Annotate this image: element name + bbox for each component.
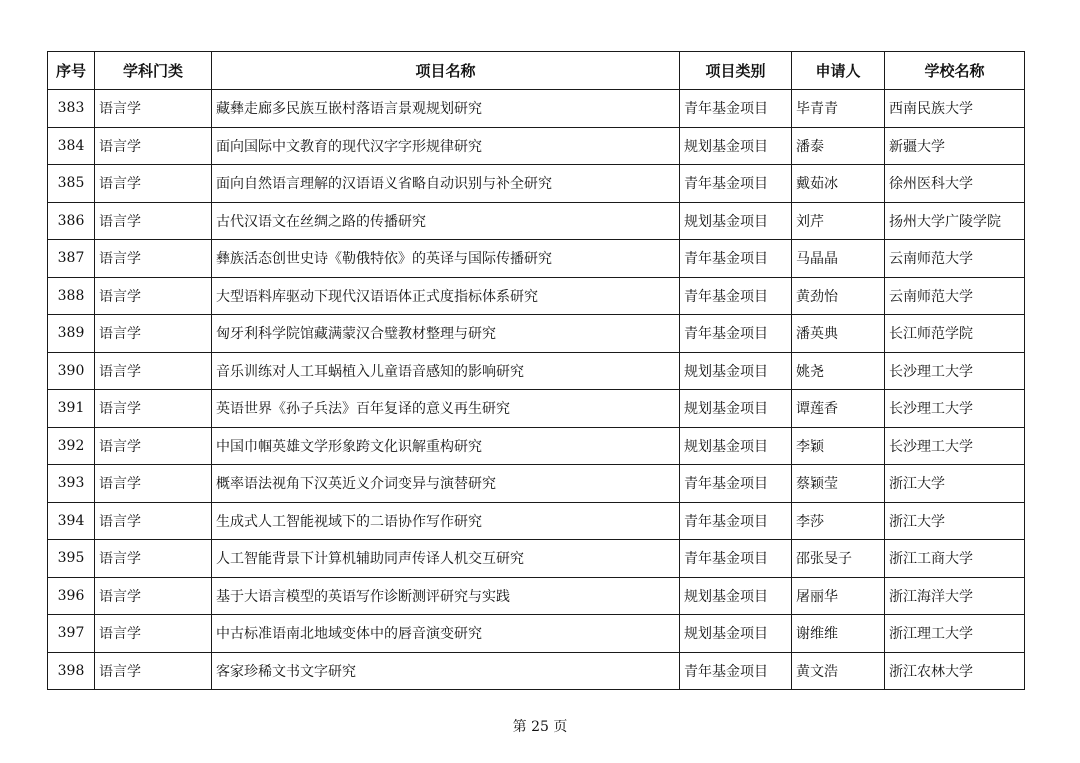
cell-project: 面向自然语言理解的汉语语义省略自动识别与补全研究 <box>212 165 680 203</box>
cell-school: 云南师范大学 <box>885 240 1025 278</box>
cell-type: 规划基金项目 <box>680 577 792 615</box>
cell-applicant: 毕青青 <box>792 90 885 128</box>
table-row <box>48 315 1025 353</box>
cell-no: 384 <box>48 127 95 165</box>
cell-no: 398 <box>48 652 95 690</box>
cell-applicant: 谢维维 <box>792 615 885 653</box>
table-row <box>48 127 1025 165</box>
cell-no: 392 <box>48 427 95 465</box>
cell-type: 青年基金项目 <box>680 502 792 540</box>
header-no: 序号 <box>48 52 95 90</box>
cell-applicant: 刘芹 <box>792 202 885 240</box>
cell-school: 长沙理工大学 <box>885 427 1025 465</box>
cell-applicant: 屠丽华 <box>792 577 885 615</box>
cell-project: 音乐训练对人工耳蜗植入儿童语音感知的影响研究 <box>212 352 680 390</box>
cell-project: 生成式人工智能视域下的二语协作写作研究 <box>212 502 680 540</box>
cell-no: 386 <box>48 202 95 240</box>
cell-school: 扬州大学广陵学院 <box>885 202 1025 240</box>
cell-applicant: 潘英典 <box>792 315 885 353</box>
table-row <box>48 240 1025 278</box>
table-row <box>48 390 1025 428</box>
cell-subject: 语言学 <box>95 90 212 128</box>
cell-subject: 语言学 <box>95 465 212 503</box>
cell-type: 青年基金项目 <box>680 240 792 278</box>
cell-school: 浙江大学 <box>885 502 1025 540</box>
cell-subject: 语言学 <box>95 165 212 203</box>
cell-subject: 语言学 <box>95 127 212 165</box>
cell-no: 383 <box>48 90 95 128</box>
table-row <box>48 615 1025 653</box>
cell-project: 中古标准语南北地域变体中的唇音演变研究 <box>212 615 680 653</box>
table-row <box>48 540 1025 578</box>
cell-applicant: 戴茹冰 <box>792 165 885 203</box>
table-row <box>48 577 1025 615</box>
cell-applicant: 蔡颖莹 <box>792 465 885 503</box>
cell-school: 浙江大学 <box>885 465 1025 503</box>
cell-applicant: 邵张旻子 <box>792 540 885 578</box>
table-row <box>48 202 1025 240</box>
cell-type: 青年基金项目 <box>680 90 792 128</box>
cell-project: 古代汉语文在丝绸之路的传播研究 <box>212 202 680 240</box>
table-row <box>48 465 1025 503</box>
cell-school: 浙江工商大学 <box>885 540 1025 578</box>
cell-project: 英语世界《孙子兵法》百年复译的意义再生研究 <box>212 390 680 428</box>
cell-school: 浙江海洋大学 <box>885 577 1025 615</box>
table-row <box>48 90 1025 128</box>
cell-no: 391 <box>48 390 95 428</box>
cell-subject: 语言学 <box>95 390 212 428</box>
cell-subject: 语言学 <box>95 615 212 653</box>
cell-school: 长沙理工大学 <box>885 390 1025 428</box>
table-row <box>48 352 1025 390</box>
cell-subject: 语言学 <box>95 240 212 278</box>
cell-type: 规划基金项目 <box>680 615 792 653</box>
cell-applicant: 马晶晶 <box>792 240 885 278</box>
cell-project: 大型语料库驱动下现代汉语语体正式度指标体系研究 <box>212 277 680 315</box>
cell-school: 长沙理工大学 <box>885 352 1025 390</box>
cell-type: 青年基金项目 <box>680 315 792 353</box>
cell-applicant: 谭莲香 <box>792 390 885 428</box>
cell-subject: 语言学 <box>95 315 212 353</box>
header-school: 学校名称 <box>885 52 1025 90</box>
cell-subject: 语言学 <box>95 652 212 690</box>
cell-school: 云南师范大学 <box>885 277 1025 315</box>
cell-type: 青年基金项目 <box>680 652 792 690</box>
cell-no: 394 <box>48 502 95 540</box>
cell-subject: 语言学 <box>95 277 212 315</box>
table-row <box>48 502 1025 540</box>
cell-type: 规划基金项目 <box>680 390 792 428</box>
cell-subject: 语言学 <box>95 540 212 578</box>
page-number: 第 25 页 <box>512 719 568 735</box>
cell-no: 385 <box>48 165 95 203</box>
cell-type: 规划基金项目 <box>680 427 792 465</box>
cell-applicant: 李莎 <box>792 502 885 540</box>
cell-school: 浙江农林大学 <box>885 652 1025 690</box>
cell-subject: 语言学 <box>95 577 212 615</box>
cell-applicant: 黄文浩 <box>792 652 885 690</box>
cell-type: 规划基金项目 <box>680 352 792 390</box>
cell-project: 人工智能背景下计算机辅助同声传译人机交互研究 <box>212 540 680 578</box>
cell-no: 395 <box>48 540 95 578</box>
cell-school: 浙江理工大学 <box>885 615 1025 653</box>
project-table-container <box>47 51 1024 690</box>
project-table <box>47 51 1025 690</box>
cell-no: 389 <box>48 315 95 353</box>
header-applicant: 申请人 <box>792 52 885 90</box>
cell-applicant: 黄劲怡 <box>792 277 885 315</box>
cell-type: 青年基金项目 <box>680 277 792 315</box>
cell-project: 藏彝走廊多民族互嵌村落语言景观规划研究 <box>212 90 680 128</box>
cell-type: 青年基金项目 <box>680 165 792 203</box>
cell-subject: 语言学 <box>95 427 212 465</box>
cell-no: 388 <box>48 277 95 315</box>
cell-no: 397 <box>48 615 95 653</box>
cell-type: 青年基金项目 <box>680 465 792 503</box>
cell-subject: 语言学 <box>95 502 212 540</box>
cell-school: 徐州医科大学 <box>885 165 1025 203</box>
table-row <box>48 277 1025 315</box>
table-row <box>48 165 1025 203</box>
cell-project: 客家珍稀文书文字研究 <box>212 652 680 690</box>
cell-subject: 语言学 <box>95 352 212 390</box>
cell-subject: 语言学 <box>95 202 212 240</box>
cell-project: 中国巾帼英雄文学形象跨文化识解重构研究 <box>212 427 680 465</box>
table-row <box>48 427 1025 465</box>
cell-school: 新疆大学 <box>885 127 1025 165</box>
cell-type: 规划基金项目 <box>680 127 792 165</box>
cell-no: 393 <box>48 465 95 503</box>
cell-type: 青年基金项目 <box>680 540 792 578</box>
cell-no: 396 <box>48 577 95 615</box>
cell-type: 规划基金项目 <box>680 202 792 240</box>
header-project: 项目名称 <box>212 52 680 90</box>
cell-school: 长江师范学院 <box>885 315 1025 353</box>
cell-no: 387 <box>48 240 95 278</box>
table-header-row <box>48 52 1025 90</box>
header-subject: 学科门类 <box>95 52 212 90</box>
cell-applicant: 姚尧 <box>792 352 885 390</box>
table-row <box>48 652 1025 690</box>
cell-project: 匈牙利科学院馆藏满蒙汉合璧教材整理与研究 <box>212 315 680 353</box>
cell-project: 彝族活态创世史诗《勒俄特依》的英译与国际传播研究 <box>212 240 680 278</box>
cell-project: 面向国际中文教育的现代汉字字形规律研究 <box>212 127 680 165</box>
cell-project: 基于大语言模型的英语写作诊断测评研究与实践 <box>212 577 680 615</box>
cell-applicant: 潘泰 <box>792 127 885 165</box>
cell-no: 390 <box>48 352 95 390</box>
cell-project: 概率语法视角下汉英近义介词变异与演替研究 <box>212 465 680 503</box>
cell-school: 西南民族大学 <box>885 90 1025 128</box>
cell-applicant: 李颖 <box>792 427 885 465</box>
table-body <box>48 90 1025 690</box>
header-type: 项目类别 <box>680 52 792 90</box>
